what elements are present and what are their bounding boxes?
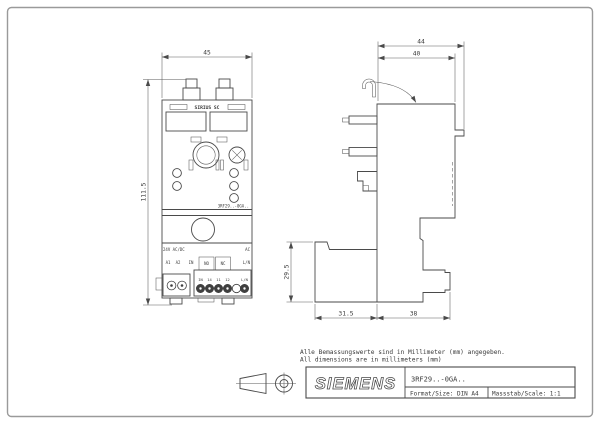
title-part-number: 3RF29..-0GA..: [411, 375, 466, 384]
title-block: [306, 367, 575, 398]
ac-label: AC: [245, 247, 250, 252]
aux-no-label: NO: [204, 261, 209, 266]
front-top-tabs: [183, 79, 233, 100]
latch-left: [170, 105, 187, 110]
dim-width: 45: [203, 49, 211, 57]
terminal-a1-label: A1: [165, 260, 171, 265]
side-outline: [315, 104, 464, 302]
control-voltage-label: 24V AC/DC: [163, 247, 185, 252]
line-terminal-label: L/N: [242, 260, 250, 265]
dim-lower-height: 29.5: [283, 264, 291, 280]
siemens-logo: SIEMENS: [314, 375, 397, 393]
note-english: All dimensions are in millimeters (mm): [300, 356, 442, 364]
seal-cover-circle: [192, 218, 215, 241]
title-scale: Massstab/Scale: 1:1: [492, 390, 561, 398]
front-bottom-tabs: [156, 278, 234, 304]
terminal-in-label: IN: [188, 260, 194, 265]
terminal-a2-label: A2: [175, 260, 181, 265]
dim-lower-rear: 38: [409, 310, 418, 318]
dim-lower-front: 31.5: [338, 310, 354, 318]
product-line-label: SIRIUS SC: [194, 106, 220, 111]
dim-depth-overall: 44: [417, 38, 425, 46]
dim-height: 111.5: [140, 182, 148, 202]
side-view: [284, 39, 465, 321]
model-label: 3RF29..-0GA..: [217, 203, 249, 209]
cover-swing-arc: [370, 82, 416, 103]
main-terminal-block: [194, 270, 251, 296]
terminal-number-11: 11: [216, 278, 221, 282]
control-terminal-block: [163, 274, 190, 296]
adjust-screw-icon: [229, 147, 245, 163]
front-view: [141, 50, 253, 306]
dim-depth-body: 40: [412, 50, 421, 58]
front-window-left: [166, 112, 206, 131]
note-german: Alle Bemassungswerte sind in Millimeter (mm) angegeben.: [300, 349, 505, 356]
potentiometer-inner: [197, 146, 215, 164]
terminal-number-12: 12: [225, 278, 230, 282]
terminal-number-ln: L/N: [241, 278, 248, 282]
dimension-notes: [300, 349, 505, 364]
terminal-number-in: IN: [198, 278, 203, 282]
terminal-number-14: 14: [207, 278, 212, 282]
aux-nc-label: NC: [220, 261, 226, 266]
latch-right: [228, 105, 245, 110]
front-window-right: [210, 112, 247, 131]
front-slot-b: [217, 137, 227, 142]
projection-symbol-icon: [236, 373, 296, 395]
front-slot-a: [191, 137, 201, 142]
title-format: Format/Size: DIN A4: [410, 390, 479, 398]
led-indicators: [173, 169, 239, 203]
side-terminal-lugs: [343, 116, 378, 191]
